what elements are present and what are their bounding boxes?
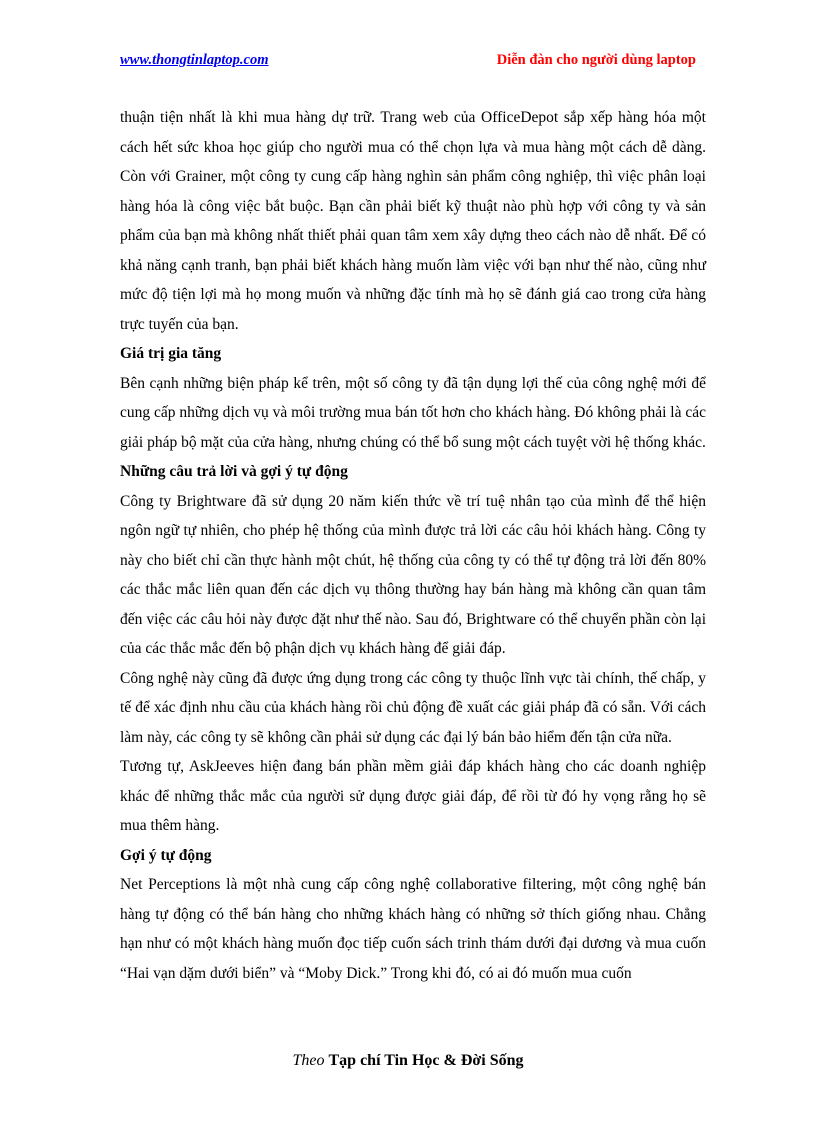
paragraph-officedepot-grainer: thuận tiện nhất là khi mua hàng dự trữ. Trang web của OfficeDepot sắp xếp hàng hóa một cách hết sức khoa học giúp cho người mua có thể chọn lựa và mua hàng một cách dễ dàng. Còn với Grainer, một công ty cung cấp hàng nghìn sản phẩm công nghiệp, thì việc phân loại hàng hóa là công việc bắt buộc. Bạn cần phải biết kỹ thuật nào phù hợp với công ty và sản phẩm của bạn mà không nhất thiết phải quan tâm xem xây dựng theo cách nào dễ nhất. Để có khả năng cạnh tranh, bạn phải biết khách hàng muốn làm việc với bạn như thế nào, cũng như mức độ tiện lợi mà họ mong muốn và những đặc tính mà họ sẽ đánh giá cao trong cửa hàng trực tuyến của bạn. [120, 109, 706, 333]
footer-magazine: Tạp chí Tin Học & Đời Sống [328, 1052, 524, 1069]
site-link[interactable]: www.thongtinlaptop.com [120, 52, 269, 68]
paragraph-finance-applications: Công nghệ này cũng đã được ứng dụng trong các công ty thuộc lĩnh vực tài chính, thế chấp, y tế để xác định nhu cầu của khách hàng rồi chủ động đề xuất các giải pháp đã có sẵn. Với cách làm này, các công ty sẽ không cần phải sử dụng các đại lý bán bảo hiểm đến tận cửa nữa. [120, 669, 706, 746]
heading-auto-answers: Những câu trả lời và gợi ý tự động [120, 463, 348, 480]
footer-source-prefix: Theo [292, 1052, 325, 1069]
paragraph-brightware: Công ty Brightware đã sử dụng 20 năm kiến thức về trí tuệ nhân tạo của mình để thể hiện ngôn ngữ tự nhiên, cho phép hệ thống của mình được trả lời các câu hỏi khách hàng. Công ty này cho biết chỉ cần thực hành một chút, hệ thống của công ty có thể tự động trả lời đến 80% các thắc mắc liên quan đến các dịch vụ thông thường hay bán hàng mà không cần quan tâm đến việc các câu hỏi này được đặt như thế nào. Sau đó, Brightware có thể chuyển phần còn lại của các thắc mắc đến bộ phận dịch vụ khách hàng để giải đáp. [120, 492, 706, 657]
article-body [120, 103, 706, 988]
heading-auto-suggestions: Gợi ý tự động [120, 846, 212, 864]
page-header [120, 52, 696, 74]
page-footer [0, 1052, 816, 1070]
heading-value-added: Giá trị gia tăng [120, 345, 222, 362]
paragraph-new-technology: Bên cạnh những biện pháp kể trên, một số công ty đã tận dụng lợi thế của công nghệ mới để cung cấp những dịch vụ và môi trường mua bán tốt hơn cho khách hàng. Đó không phải là các giải pháp bộ mặt của cửa hàng, nhưng chúng có thể bổ sung một cách tuyệt vời hệ thống khác. [120, 374, 706, 451]
paragraph-net-perceptions: Net Perceptions là một nhà cung cấp công nghệ collaborative filtering, một công nghệ bán hàng tự động có thể bán hàng cho những khách hàng có những sở thích giống nhau. Chẳng hạn như có một khách hàng muốn đọc tiếp cuốn sách trinh thám dưới đại dương và mua cuốn “Hai vạn dặm dưới biển” và “Moby Dick.” Trong khi đó, có ai đó muốn mua cuốn [120, 876, 706, 982]
forum-title: Diễn đàn cho người dùng laptop [496, 52, 696, 68]
paragraph-askjeeves: Tương tự, AskJeeves hiện đang bán phần mềm giải đáp khách hàng cho các doanh nghiệp khác để những thắc mắc của người sử dụng được giải đáp, để rồi từ đó hy vọng rằng họ sẽ mua thêm hàng. [120, 758, 706, 834]
